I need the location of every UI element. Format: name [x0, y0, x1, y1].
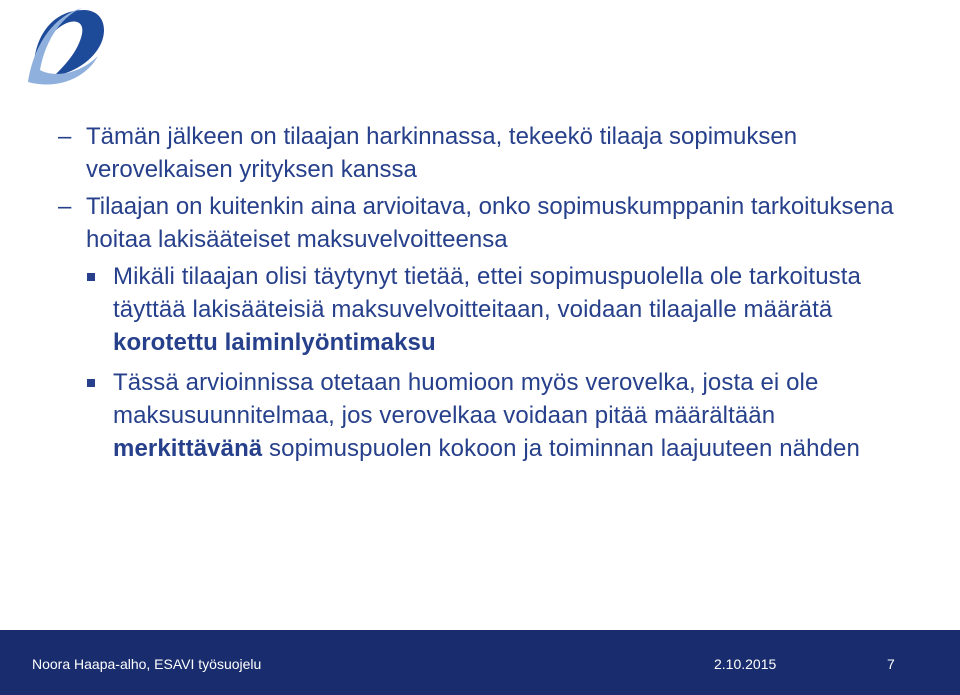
- footer-author: Noora Haapa-alho, ESAVI työsuojelu: [32, 656, 262, 672]
- bullet-text: Tilaajan on kuitenkin aina arvioitava, onko sopimuskumppanin tarkoituksena hoitaa lakisääteiset maksuvelvoitteensa: [86, 193, 894, 253]
- sub-bullet-emphasis: korotettu laiminlyöntimaksu: [113, 329, 436, 356]
- slide-content: [58, 120, 918, 472]
- sub-bullet-emphasis: merkittävänä: [113, 435, 263, 462]
- footer-bar: [0, 630, 960, 695]
- sub-bullet-item: [58, 366, 918, 465]
- page-number: 7: [887, 656, 895, 672]
- square-bullet-icon: [87, 273, 95, 281]
- avi-logo-icon: [24, 4, 108, 88]
- sub-bullet-text-end: sopimuspuolen kokoon ja toiminnan laajuuteen nähden: [262, 435, 860, 462]
- sub-bullet-item: [58, 260, 918, 359]
- footer-date: 2.10.2015: [714, 656, 777, 672]
- sub-bullet-text: Tässä arvioinnissa otetaan huomioon myös verovelka, josta ei ole maksusuunnitelmaa, jos verovelkaa voidaan pitää määrältään: [113, 369, 819, 429]
- square-bullet-icon: [87, 379, 95, 387]
- sub-bullet-text: Mikäli tilaajan olisi täytynyt tietää, ettei sopimuspuolella ole tarkoitusta täyttää lakisääteisiä maksuvelvoitteitaan, voidaan tilaajalle määrätä: [113, 263, 861, 323]
- dash-marker: –: [58, 123, 72, 150]
- bullet-item: [58, 120, 918, 186]
- dash-marker: –: [58, 193, 72, 220]
- bullet-text: Tämän jälkeen on tilaajan harkinnassa, tekeekö tilaaja sopimuksen verovelkaisen yrityksen kanssa: [86, 123, 798, 183]
- bullet-item: [58, 190, 918, 256]
